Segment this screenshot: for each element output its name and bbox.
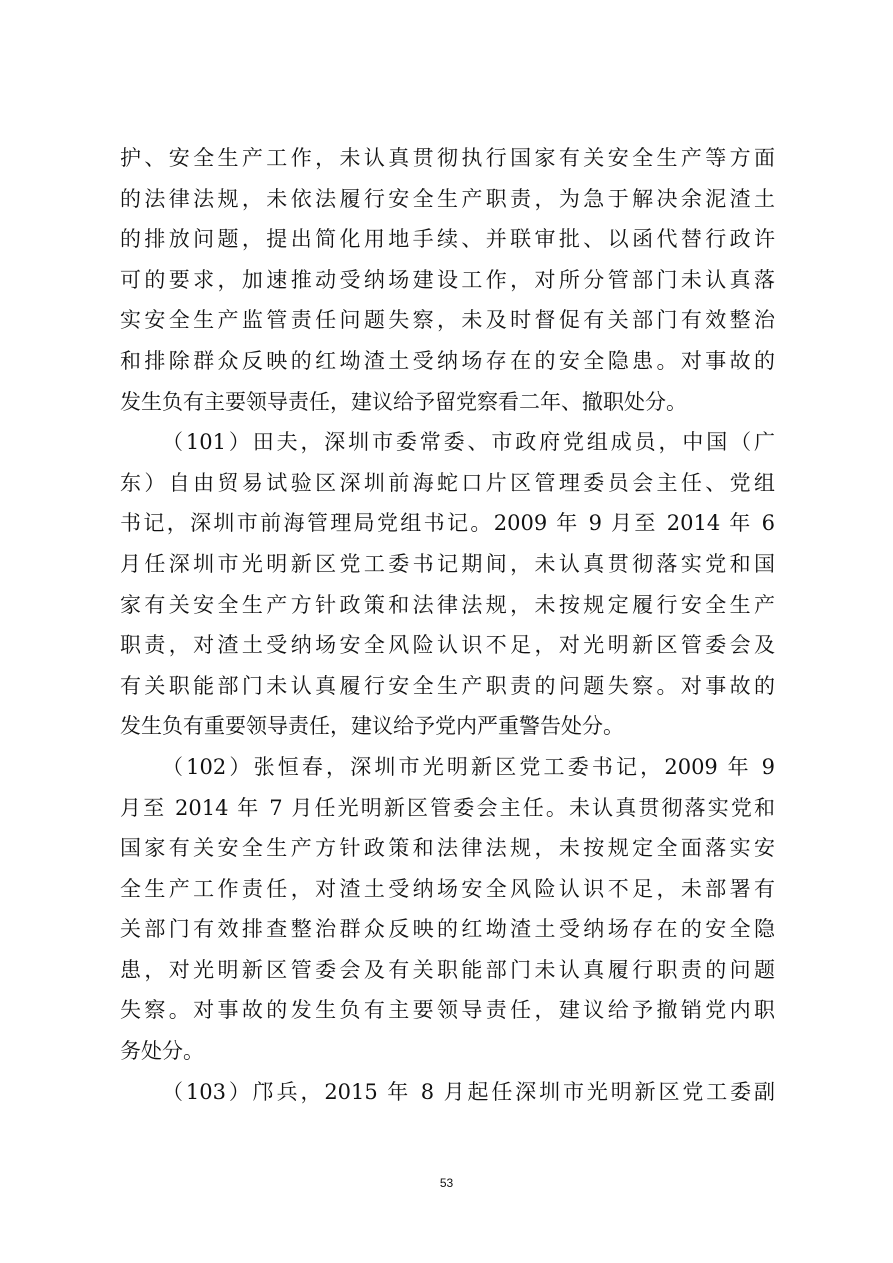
text-line: 东）自由贸易试验区深圳前海蛇口片区管理委员会主任、党组 <box>120 470 775 495</box>
text-line: 国家有关安全生产方针政策和法律法规，未按规定全面落实安 <box>120 836 775 861</box>
text-line: 发生负有主要领导责任，建议给予留党察看二年、撤职处分。 <box>120 389 687 414</box>
text-line: 职责，对渣土受纳场安全风险认识不足，对光明新区管委会及 <box>120 633 775 658</box>
text-line: 月任深圳市光明新区党工委书记期间，未认真贯彻落实党和国 <box>120 551 775 576</box>
text-line: 实安全生产监管责任问题失察，未及时督促有关部门有效整治 <box>120 308 775 333</box>
text-line: 务处分。 <box>120 1039 204 1064</box>
text-line: 全生产工作责任，对渣土受纳场安全风险认识不足，未部署有 <box>120 876 775 901</box>
page-number: 53 <box>439 1176 454 1190</box>
body-text <box>120 138 775 1112</box>
text-line: 书记，深圳市前海管理局党组书记。2009 年 9 月至 2014 年 6 <box>120 511 775 536</box>
text-line: 患，对光明新区管委会及有关职能部门未认真履行职责的问题 <box>120 957 775 982</box>
text-line: 家有关安全生产方针政策和法律法规，未按规定履行安全生产 <box>120 592 775 617</box>
paragraph-102-first-line: （102）张恒春，深圳市光明新区党工委书记，2009 年 9 <box>162 754 775 779</box>
text-line: 的排放问题，提出简化用地手续、并联审批、以函代替行政许 <box>120 227 775 252</box>
text-line: 发生负有重要领导责任，建议给予党内严重警告处分。 <box>120 714 624 739</box>
text-line: 月至 2014 年 7 月任光明新区管委会主任。未认真贯彻落实党和 <box>120 795 775 820</box>
text-line: 的法律法规，未依法履行安全生产职责，为急于解决余泥渣土 <box>120 186 775 211</box>
text-line: 和排除群众反映的红坳渣土受纳场存在的安全隐患。对事故的 <box>120 348 775 373</box>
paragraph-103-first-line: （103）邝兵，2015 年 8 月起任深圳市光明新区党工委副 <box>162 1079 775 1104</box>
paragraph-101-first-line: （101）田夫，深圳市委常委、市政府党组成员，中国（广 <box>162 430 775 455</box>
text-line: 失察。对事故的发生负有主要领导责任，建议给予撤销党内职 <box>120 998 775 1023</box>
text-line: 关部门有效排查整治群众反映的红坳渣土受纳场存在的安全隐 <box>120 917 775 942</box>
text-line: 可的要求，加速推动受纳场建设工作，对所分管部门未认真落 <box>120 267 775 292</box>
text-line: 有关职能部门未认真履行安全生产职责的问题失察。对事故的 <box>120 673 775 698</box>
text-line: 护、安全生产工作，未认真贯彻执行国家有关安全生产等方面 <box>120 146 775 170</box>
